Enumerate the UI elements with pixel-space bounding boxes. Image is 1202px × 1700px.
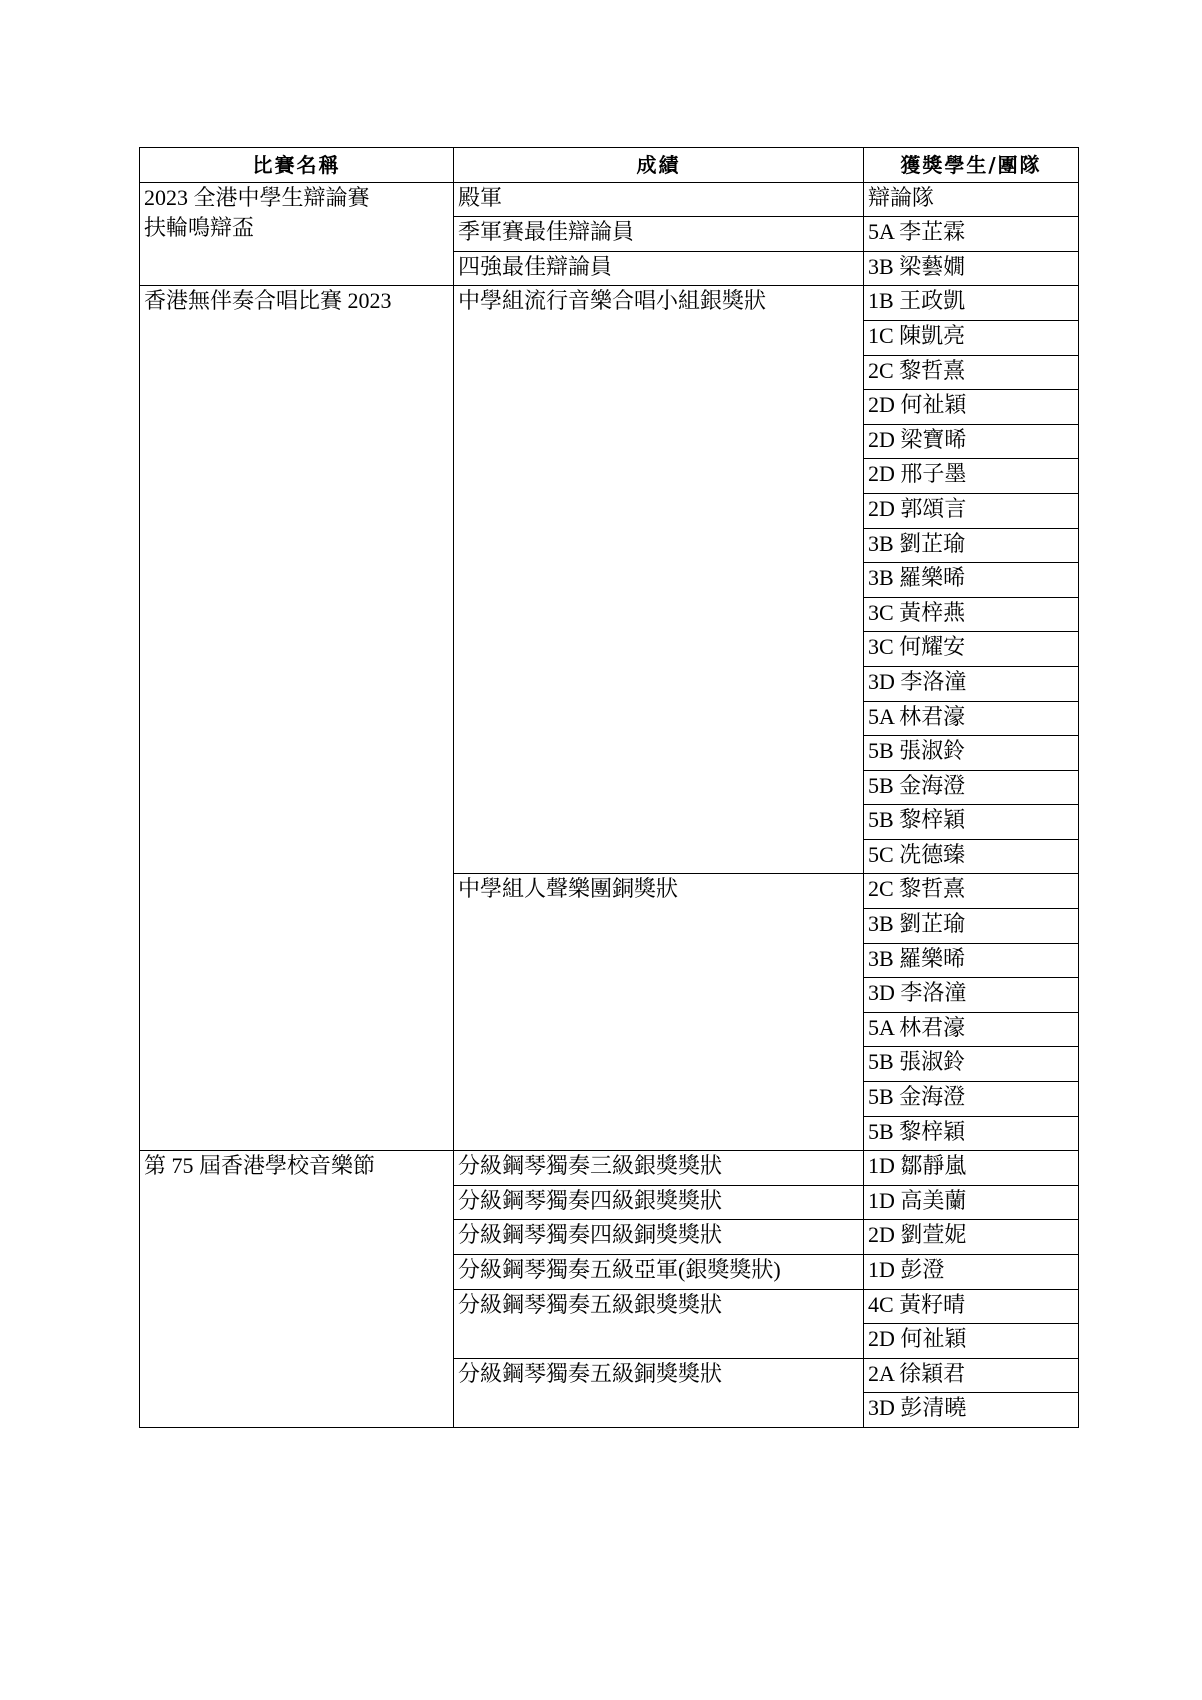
table-row	[140, 182, 1079, 217]
winner-cell: 5C 冼德臻	[864, 839, 1079, 874]
winner-cell: 5A 李芷霖	[864, 217, 1079, 252]
winner-cell: 3D 李洛潼	[864, 978, 1079, 1013]
table-row	[140, 1151, 1079, 1186]
winner-cell: 3D 彭清曉	[864, 1393, 1079, 1428]
winner-cell: 5B 張淑鈴	[864, 736, 1079, 771]
competition-name-line: 2023 全港中學生辯論賽	[144, 184, 370, 210]
winner-cell: 3B 劉芷瑜	[864, 528, 1079, 563]
winner-cell: 辯論隊	[864, 182, 1079, 217]
result-cell: 分級鋼琴獨奏三級銀獎獎狀	[454, 1151, 864, 1186]
competition-name-cell	[140, 286, 454, 1151]
winner-cell: 5B 黎梓穎	[864, 1116, 1079, 1151]
result-cell: 分級鋼琴獨奏五級亞軍(銀獎獎狀)	[454, 1255, 864, 1290]
result-cell: 中學組人聲樂團銅獎狀	[454, 874, 864, 1151]
competition-name-line: 第 75 屆香港學校音樂節	[144, 1153, 376, 1179]
header-winner: 獲獎學生/團隊	[864, 148, 1079, 183]
winner-cell: 5B 金海澄	[864, 770, 1079, 805]
result-cell: 四強最佳辯論員	[454, 251, 864, 286]
winner-cell: 1D 高美蘭	[864, 1185, 1079, 1220]
winner-cell: 1D 鄒靜嵐	[864, 1151, 1079, 1186]
competition-name-line: 香港無伴奏合唱比賽 2023	[144, 288, 392, 314]
result-cell: 分級鋼琴獨奏五級銅獎獎狀	[454, 1358, 864, 1427]
competition-name-cell	[140, 1151, 454, 1428]
header-competition: 比賽名稱	[140, 148, 454, 183]
winner-cell: 1B 王政凱	[864, 286, 1079, 321]
winner-cell: 2D 劉萱妮	[864, 1220, 1079, 1255]
result-cell: 中學組流行音樂合唱小組銀獎狀	[454, 286, 864, 874]
result-cell: 分級鋼琴獨奏五級銀獎獎狀	[454, 1289, 864, 1358]
winner-cell: 2D 郭頌言	[864, 493, 1079, 528]
winner-cell: 3C 何耀安	[864, 632, 1079, 667]
winner-cell: 3B 羅樂晞	[864, 943, 1079, 978]
winner-cell: 1D 彭澄	[864, 1255, 1079, 1290]
winner-cell: 2D 何祉穎	[864, 390, 1079, 425]
winner-cell: 5B 金海澄	[864, 1082, 1079, 1117]
winner-cell: 2A 徐穎君	[864, 1358, 1079, 1393]
competition-name-cell	[140, 182, 454, 286]
winner-cell: 2C 黎哲熹	[864, 874, 1079, 909]
awards-table	[139, 147, 1079, 1428]
winner-cell: 1C 陳凱亮	[864, 320, 1079, 355]
winner-cell: 3B 羅樂晞	[864, 563, 1079, 598]
result-cell: 分級鋼琴獨奏四級銀獎獎狀	[454, 1185, 864, 1220]
winner-cell: 3C 黃梓燕	[864, 597, 1079, 632]
winner-cell: 2D 邢子墨	[864, 459, 1079, 494]
winner-cell: 2D 梁寶晞	[864, 424, 1079, 459]
winner-cell: 3B 梁藝嫺	[864, 251, 1079, 286]
header-result: 成績	[454, 148, 864, 183]
header-row	[140, 148, 1079, 183]
winner-cell: 5A 林君濠	[864, 1012, 1079, 1047]
winner-cell: 2C 黎哲熹	[864, 355, 1079, 390]
result-cell: 殿軍	[454, 182, 864, 217]
winner-cell: 5B 張淑鈴	[864, 1047, 1079, 1082]
winner-cell: 3D 李洛潼	[864, 666, 1079, 701]
awards-body	[140, 182, 1079, 1427]
winner-cell: 4C 黃籽晴	[864, 1289, 1079, 1324]
winner-cell: 2D 何祉穎	[864, 1324, 1079, 1359]
winner-cell: 3B 劉芷瑜	[864, 909, 1079, 944]
winner-cell: 5A 林君濠	[864, 701, 1079, 736]
result-cell: 季軍賽最佳辯論員	[454, 217, 864, 252]
table-row	[140, 286, 1079, 321]
competition-name-line: 扶輪鳴辯盃	[144, 214, 255, 240]
winner-cell: 5B 黎梓穎	[864, 805, 1079, 840]
result-cell: 分級鋼琴獨奏四級銅獎獎狀	[454, 1220, 864, 1255]
